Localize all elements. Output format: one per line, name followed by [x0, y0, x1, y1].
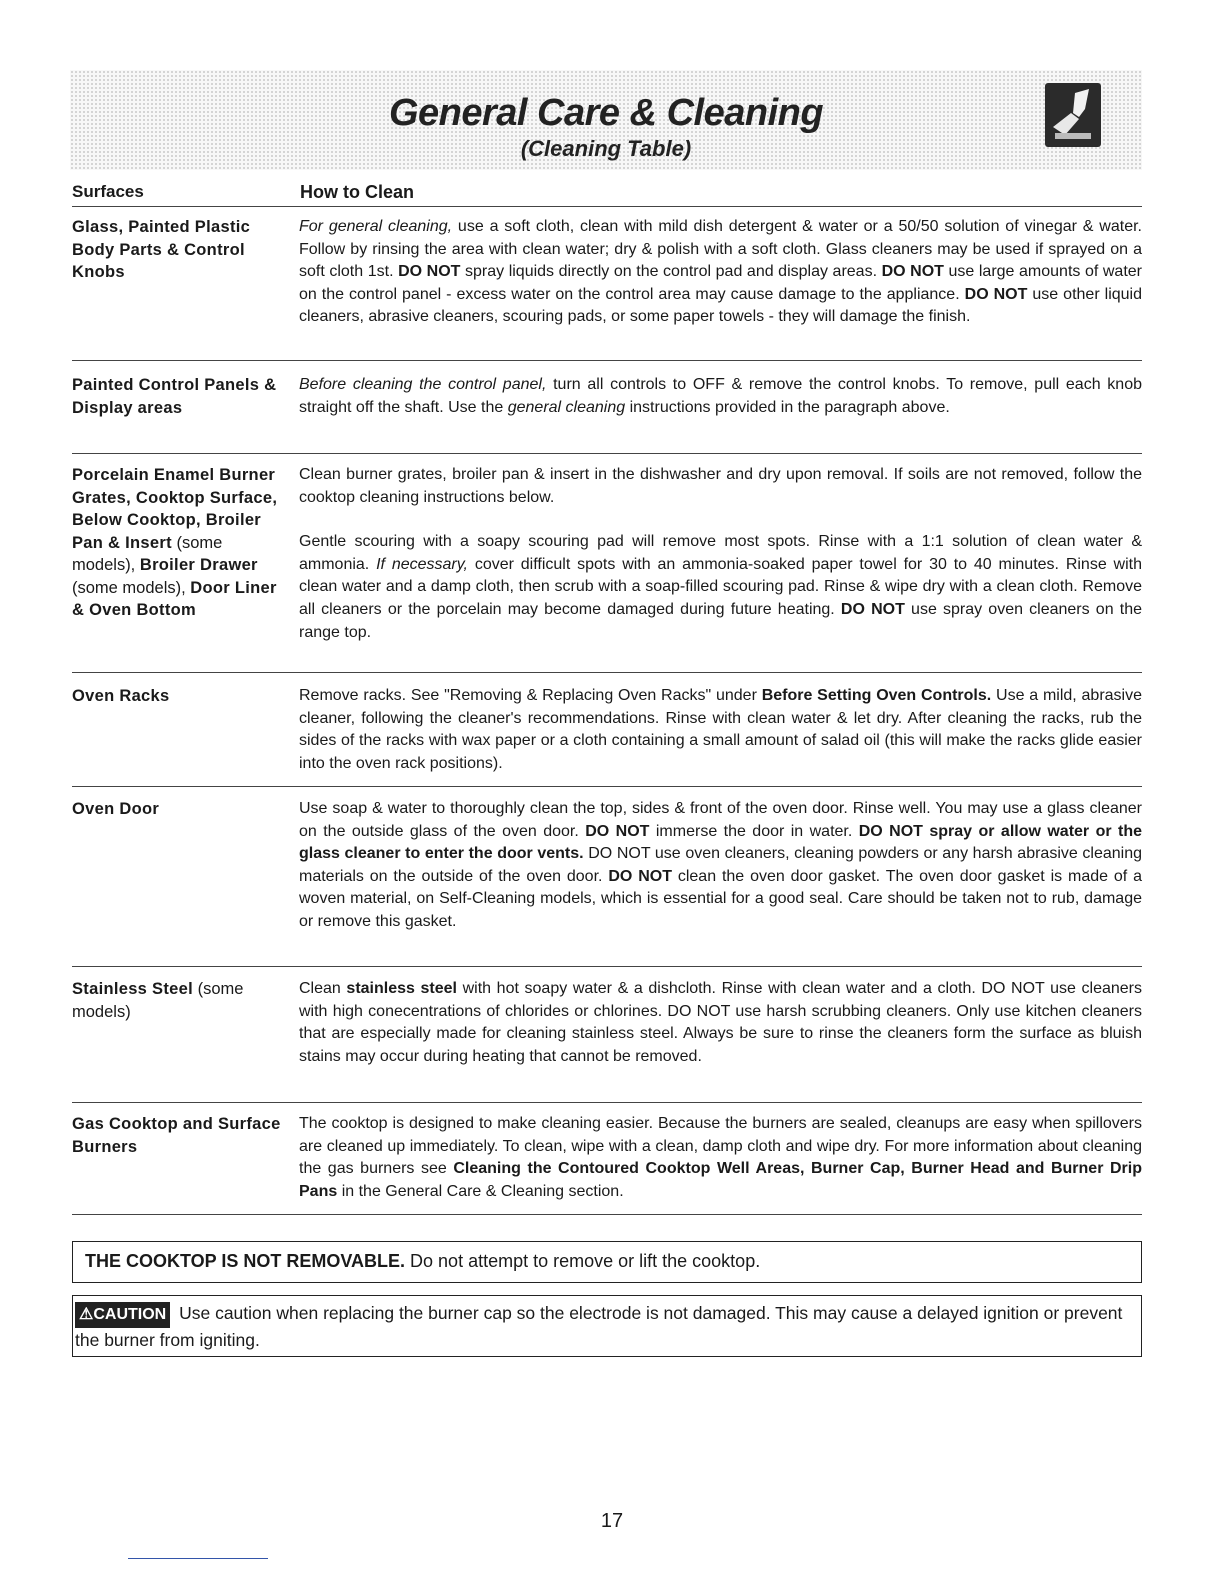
col-surfaces-header: Surfaces — [72, 182, 144, 201]
page-title: General Care & Cleaning — [388, 92, 824, 134]
surface-cell: Glass, Painted Plastic Body Parts & Control Knobs — [72, 218, 251, 281]
surface-cell: Stainless Steel (some models) — [72, 980, 244, 1021]
cleaning-hand-icon — [1045, 83, 1101, 147]
header-banner — [70, 70, 1142, 170]
caution-badge: ⚠CAUTION — [75, 1302, 170, 1328]
surface-cell: Oven Door — [72, 800, 160, 818]
table-header — [72, 182, 1142, 207]
table-row — [72, 374, 1142, 454]
table-row — [72, 1113, 1142, 1215]
warning-triangle-icon: ⚠ — [79, 1306, 94, 1323]
footer-rule — [128, 1558, 268, 1559]
surface-cell: Painted Control Panels & Display areas — [72, 376, 277, 417]
caution-notice: ⚠CAUTION Use caution when replacing the burner cap so the electrode is not damaged. This may cause a delayed ignition or prevent the burner from igniting. — [72, 1295, 1142, 1357]
table-row — [72, 978, 1142, 1103]
how-cell: Clean burner grates, broiler pan & insert in the dishwasher and dry upon removal. If soils are not removed, follow the cooktop cleaning instructions below. Gentle scouring with a soapy scouring pad will remove most spots. Rinse with a 1:1 solution of clean water & ammonia. If necessary, cover difficult spots with an ammonia-soaked paper towel for 30 to 40 minutes. Rinse with clean water and a damp cloth, then scrub with a soap-filled scouring pad. Rinse & wipe dry with a clean cloth. Remove all cleaners or the porcelain may become damaged during future heating. DO NOT use spray oven cleaners on the range top. — [299, 466, 1143, 641]
col-how-header: How to Clean — [300, 182, 415, 202]
table-row — [72, 216, 1142, 361]
page-number: 17 — [600, 1510, 624, 1532]
how-cell: The cooktop is designed to make cleaning easier. Because the burners are sealed, cleanups are easy when spillovers are cleaned up immediately. To clean, wipe with a clean, damp cloth and wipe dry. For more information about cleaning the gas burners see Cleaning the Contoured Cooktop Well Areas, Burner Cap, Burner Head and Burner Drip Pans in the General Care & Cleaning section. — [299, 1115, 1142, 1200]
how-cell: For general cleaning, use a soft cloth, clean with mild dish detergent & water or a 50/50 solution of vinegar & water. Follow by rinsing the area with clean water; dry & polish with a soft cloth. Glass cleaners may be used if sprayed on a soft cloth 1st. DO NOT spray liquids directly on the control pad and display areas. DO NOT use large amounts of water on the control panel - excess water on the control area may cause damage to the appliance. DO NOT use other liquid cleaners, abrasive cleaners, scouring pads, or some paper towels - they will damage the finish. — [299, 218, 1142, 326]
surface-cell: Porcelain Enamel Burner Grates, Cooktop Surface, Below Cooktop, Broiler Pan & Insert (some models), Broiler Drawer (some models), Door Liner & Oven Bottom — [72, 466, 278, 619]
surface-cell: Oven Racks — [72, 687, 170, 705]
how-cell: Clean stainless steel with hot soapy water & a dishcloth. Rinse with clean water and a cloth. DO NOT use cleaners with high conecentrations of chlorides or chlorines. DO NOT use harsh scrubbing cleaners. Only use kitchen cleaners that are especially made for cleaning stainless steel. Always be sure to rinse the cleaners form the surface as bluish stains may occur during heating that cannot be removed. — [299, 980, 1143, 1065]
surface-cell: Gas Cooktop and Surface Burners — [72, 1115, 281, 1156]
how-cell: Before cleaning the control panel, turn all controls to OFF & remove the control knobs. To remove, pull each knob straight off the shaft. Use the general cleaning instructions provided in the paragraph above. — [299, 376, 1142, 416]
table-row — [72, 798, 1142, 967]
not-removable-notice: THE COOKTOP IS NOT REMOVABLE. Do not attempt to remove or lift the cooktop. — [72, 1241, 1142, 1283]
table-row — [72, 464, 1142, 673]
how-cell: Remove racks. See "Removing & Replacing Oven Racks" under Before Setting Oven Controls. Use a mild, abrasive cleaner, following the cleaner's recommendations. Rinse with clean water & let dry. After cleaning the racks, rub the sides of the racks with wax paper or a cloth containing a small amount of salad oil (this will make the racks glide easier into the oven rack positions). — [299, 687, 1143, 772]
how-cell: Use soap & water to thoroughly clean the top, sides & front of the oven door. Rinse well. You may use a glass cleaner on the outside glass of the oven door. DO NOT immerse the door in water. DO NOT spray or allow water or the glass cleaner to enter the door vents. DO NOT use oven cleaners, cleaning powders or any harsh abrasive cleaning materials on the outside of the oven door. DO NOT clean the oven door gasket. The oven door gasket is made of a woven material, on Self-Cleaning models, which is essential for a good seal. Care should be taken not to rub, damage or remove this gasket. — [299, 800, 1143, 930]
page-subtitle: (Cleaning Table) — [520, 136, 692, 161]
table-row — [72, 685, 1142, 787]
